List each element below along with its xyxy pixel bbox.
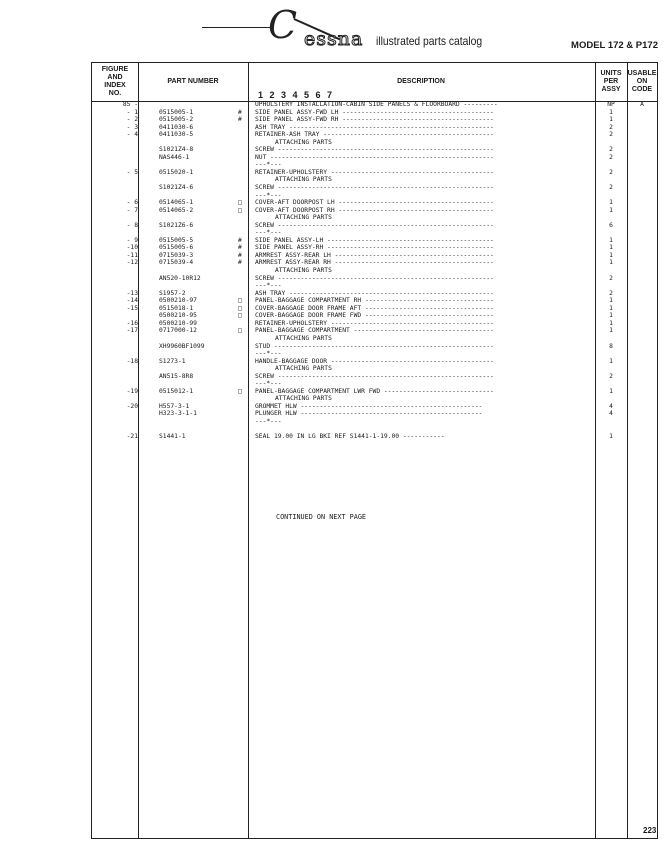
logo-rule xyxy=(202,27,274,28)
table-row xyxy=(92,116,657,124)
index-number: - 2 xyxy=(126,116,138,124)
description: SEAL 19.00 IN LG BKI REF S1441-1-19.00 ----------- xyxy=(255,433,445,441)
units-per-assy: NP xyxy=(607,101,615,108)
description: HANDLE-BAGGAGE DOOR ------------------------------------------- xyxy=(255,357,494,365)
table-row xyxy=(92,305,657,313)
index-number: -10 xyxy=(126,244,138,252)
cessna-logo-initial: C xyxy=(268,3,298,47)
index-number: - 3 xyxy=(126,123,138,131)
index-number: - 1 xyxy=(126,108,138,116)
table-row xyxy=(92,214,657,222)
index-number: -20 xyxy=(126,402,138,410)
units-per-assy: 2 xyxy=(609,274,613,282)
parts-table xyxy=(91,62,658,839)
part-number: 0515005-1 xyxy=(159,108,194,116)
col-usable-on-code: USABLE ON CODE xyxy=(627,70,657,93)
description: ATTACHING PARTS xyxy=(275,138,332,146)
units-per-assy: 1 xyxy=(609,206,613,214)
description: SIDE PANEL ASSY-RH -------------------------------------------- xyxy=(255,244,494,252)
part-number: 0515020-1 xyxy=(159,168,194,176)
table-row xyxy=(92,109,657,117)
index-number: -16 xyxy=(126,319,138,327)
parts-rows xyxy=(92,101,657,441)
part-number: 0514065-2 xyxy=(159,206,194,214)
part-number: 0411030-5 xyxy=(159,131,194,139)
description: PLUNGER HLW ------------------------------------------------ xyxy=(255,410,483,418)
part-number: S1021Z4-6 xyxy=(159,184,194,192)
table-row xyxy=(92,131,657,139)
units-per-assy: 4 xyxy=(609,402,613,410)
index-number: -18 xyxy=(126,357,138,365)
units-per-assy: 1 xyxy=(609,259,613,267)
table-row xyxy=(92,282,657,290)
table-row xyxy=(92,184,657,192)
table-row xyxy=(92,388,657,396)
table-row xyxy=(92,327,657,335)
units-per-assy: 1 xyxy=(609,312,613,320)
description: ---*--- xyxy=(255,161,282,169)
units-per-assy: 1 xyxy=(609,199,613,207)
col-part-number: PART NUMBER xyxy=(167,78,219,85)
part-number: 0717000-12 xyxy=(159,327,197,335)
table-row xyxy=(92,373,657,381)
table-row xyxy=(92,410,657,418)
description: PANEL-BAGGAGE COMPARTMENT ------------------------------------- xyxy=(255,327,494,335)
part-marker: # xyxy=(238,251,242,259)
description: ---*--- xyxy=(255,380,282,388)
units-per-assy: 1 xyxy=(609,433,613,441)
units-per-assy: 1 xyxy=(609,251,613,259)
index-number: -11 xyxy=(126,251,138,259)
part-number: S1021Z4-8 xyxy=(159,146,194,154)
units-per-assy: 2 xyxy=(609,372,613,380)
units-per-assy: 1 xyxy=(609,319,613,327)
table-row xyxy=(92,192,657,200)
part-marker: □ xyxy=(238,387,242,395)
part-marker: □ xyxy=(238,312,242,320)
part-marker: # xyxy=(238,236,242,244)
table-row xyxy=(92,207,657,215)
part-number: H557-3-1 xyxy=(159,402,190,410)
part-number: S1441-1 xyxy=(159,433,186,441)
units-per-assy: 1 xyxy=(609,327,613,335)
part-marker: # xyxy=(238,259,242,267)
part-number: AN515-8R8 xyxy=(159,372,194,380)
units-per-assy: 8 xyxy=(609,342,613,350)
table-row xyxy=(92,275,657,283)
index-number: - 9 xyxy=(126,236,138,244)
table-row xyxy=(92,229,657,237)
description: ASH TRAY ------------------------------------------------------ xyxy=(255,289,494,297)
table-row xyxy=(92,154,657,162)
table-row xyxy=(92,395,657,403)
description: ---*--- xyxy=(255,191,282,199)
part-number: XH9960BF1099 xyxy=(159,342,205,350)
description: COVER-AFT DOORPOST RH ----------------------------------------- xyxy=(255,206,494,214)
table-row xyxy=(92,403,657,411)
index-number: -17 xyxy=(126,327,138,335)
description: ---*--- xyxy=(255,229,282,237)
table-row xyxy=(92,169,657,177)
units-per-assy: 1 xyxy=(609,108,613,116)
units-per-assy: 4 xyxy=(609,410,613,418)
part-number: 0500210-99 xyxy=(159,319,197,327)
description: ATTACHING PARTS xyxy=(275,334,332,342)
description: UPHOLSTERY INSTALLATION-CABIN SIDE PANELS & FLOORBOARD --------- xyxy=(255,101,498,108)
units-per-assy: 2 xyxy=(609,123,613,131)
index-number: - 7 xyxy=(126,206,138,214)
units-per-assy: 1 xyxy=(609,244,613,252)
description: RETAINER-ASH TRAY --------------------------------------------- xyxy=(255,131,494,139)
part-number: 0515005-6 xyxy=(159,244,194,252)
table-row xyxy=(92,124,657,132)
part-number: 0515012-1 xyxy=(159,387,194,395)
table-row xyxy=(92,426,657,434)
description: SCREW --------------------------------------------------------- xyxy=(255,221,494,229)
description: COVER-BAGGAGE DOOR FRAME FWD ---------------------------------- xyxy=(255,312,494,320)
units-per-assy: 2 xyxy=(609,131,613,139)
part-number: 0715039-4 xyxy=(159,259,194,267)
part-number: 0715039-3 xyxy=(159,251,194,259)
table-row xyxy=(92,343,657,351)
part-number: S1021Z6-6 xyxy=(159,221,194,229)
index-number: -19 xyxy=(126,387,138,395)
description: ---*--- xyxy=(255,350,282,358)
units-per-assy: 1 xyxy=(609,387,613,395)
continued-note: CONTINUED ON NEXT PAGE xyxy=(276,513,367,521)
part-number: 0515005-2 xyxy=(159,116,194,124)
units-per-assy: 1 xyxy=(609,116,613,124)
description: SCREW --------------------------------------------------------- xyxy=(255,372,494,380)
description: ASH TRAY ------------------------------------------------------ xyxy=(255,123,494,131)
units-per-assy: 2 xyxy=(609,153,613,161)
table-row xyxy=(92,365,657,373)
index-number: - 6 xyxy=(126,199,138,207)
description: NUT ----------------------------------------------------------- xyxy=(255,153,494,161)
part-marker: # xyxy=(238,116,242,124)
index-number: -21 xyxy=(126,433,138,441)
table-row xyxy=(92,146,657,154)
description: ---*--- xyxy=(255,282,282,290)
usable-on-code: A xyxy=(640,101,644,108)
units-per-assy: 2 xyxy=(609,289,613,297)
part-number: S1957-2 xyxy=(159,289,186,297)
part-marker: □ xyxy=(238,304,242,312)
table-row xyxy=(92,244,657,252)
model-label: MODEL 172 & P172 xyxy=(571,40,658,51)
table-row xyxy=(92,312,657,320)
units-per-assy: 2 xyxy=(609,184,613,192)
table-row xyxy=(92,252,657,260)
index-number: - 5 xyxy=(126,168,138,176)
description: SCREW --------------------------------------------------------- xyxy=(255,146,494,154)
description: PANEL-BAGGAGE COMPARTMENT RH ---------------------------------- xyxy=(255,297,494,305)
part-number: 0515018-1 xyxy=(159,304,194,312)
part-number: 0514065-1 xyxy=(159,199,194,207)
description: RETAINER-UPHOLSTERY ------------------------------------------- xyxy=(255,168,494,176)
part-number: NAS446-1 xyxy=(159,153,190,161)
description: ATTACHING PARTS xyxy=(275,395,332,403)
units-per-assy: 2 xyxy=(609,168,613,176)
description: PANEL-BAGGAGE COMPARTMENT LWR FWD ----------------------------- xyxy=(255,387,494,395)
cessna-logo-word: essna xyxy=(304,28,364,50)
part-number: 0515005-5 xyxy=(159,236,194,244)
table-row xyxy=(92,176,657,184)
table-row xyxy=(92,350,657,358)
description: ATTACHING PARTS xyxy=(275,267,332,275)
units-per-assy: 1 xyxy=(609,357,613,365)
part-number: AN520-10R12 xyxy=(159,274,201,282)
description: ARMREST ASSY-REAR LH ------------------------------------------ xyxy=(255,251,494,259)
units-per-assy: 1 xyxy=(609,304,613,312)
table-row xyxy=(92,101,657,109)
table-row xyxy=(92,222,657,230)
index-number: - 8 xyxy=(126,221,138,229)
table-row xyxy=(92,237,657,245)
description: RETAINER-UPHOLSTERY ------------------------------------------- xyxy=(255,319,494,327)
table-row xyxy=(92,259,657,267)
description: ATTACHING PARTS xyxy=(275,214,332,222)
part-marker: □ xyxy=(238,199,242,207)
part-marker: # xyxy=(238,108,242,116)
description: SIDE PANEL ASSY-FWD LH ---------------------------------------- xyxy=(255,108,494,116)
part-marker: □ xyxy=(238,327,242,335)
description: COVER-BAGGAGE DOOR FRAME AFT ---------------------------------- xyxy=(255,304,494,312)
index-number: -14 xyxy=(126,297,138,305)
description: COVER-AFT DOORPOST LH ----------------------------------------- xyxy=(255,199,494,207)
catalog-title: illustrated parts catalog xyxy=(376,34,483,48)
index-number: 85 - xyxy=(122,101,138,108)
index-number: - 4 xyxy=(126,131,138,139)
part-number: S1273-1 xyxy=(159,357,186,365)
units-per-assy: 2 xyxy=(609,146,613,154)
col-figure-index: FIGURE AND INDEX NO. xyxy=(101,66,129,97)
description: ARMREST ASSY-REAR RH ------------------------------------------ xyxy=(255,259,494,267)
part-number: 0500210-97 xyxy=(159,297,197,305)
indent-scale: 1 2 3 4 5 6 7 xyxy=(258,90,335,100)
description: SCREW --------------------------------------------------------- xyxy=(255,184,494,192)
part-marker: □ xyxy=(238,206,242,214)
description: STUD ---------------------------------------------------------- xyxy=(255,342,494,350)
description: GROMMET HLW ------------------------------------------------ xyxy=(255,402,483,410)
part-marker: # xyxy=(238,244,242,252)
index-number: -13 xyxy=(126,289,138,297)
index-number: -15 xyxy=(126,304,138,312)
page-header xyxy=(0,0,672,60)
index-number: -12 xyxy=(126,259,138,267)
part-number: H323-3-1-1 xyxy=(159,410,197,418)
table-row xyxy=(92,297,657,305)
table-row xyxy=(92,418,657,426)
description: SIDE PANEL ASSY-LH -------------------------------------------- xyxy=(255,236,494,244)
units-per-assy: 6 xyxy=(609,221,613,229)
units-per-assy: 1 xyxy=(609,297,613,305)
table-row xyxy=(92,335,657,343)
part-number: 0411030-6 xyxy=(159,123,194,131)
part-marker: □ xyxy=(238,297,242,305)
table-row xyxy=(92,290,657,298)
page-number: 223 xyxy=(643,826,657,835)
description: ---*--- xyxy=(255,417,282,425)
description: ATTACHING PARTS xyxy=(275,176,332,184)
table-row xyxy=(92,267,657,275)
table-row xyxy=(92,139,657,147)
description: SIDE PANEL ASSY-FWD RH ---------------------------------------- xyxy=(255,116,494,124)
table-row xyxy=(92,380,657,388)
description: ATTACHING PARTS xyxy=(275,365,332,373)
description: SCREW --------------------------------------------------------- xyxy=(255,274,494,282)
table-row xyxy=(92,433,657,441)
col-units-per-assy: UNITS PER ASSY xyxy=(600,70,622,93)
units-per-assy: 1 xyxy=(609,236,613,244)
table-row xyxy=(92,199,657,207)
col-description: DESCRIPTION xyxy=(397,78,445,85)
part-number: 0500210-95 xyxy=(159,312,197,320)
table-row xyxy=(92,161,657,169)
table-row xyxy=(92,320,657,328)
table-row xyxy=(92,358,657,366)
